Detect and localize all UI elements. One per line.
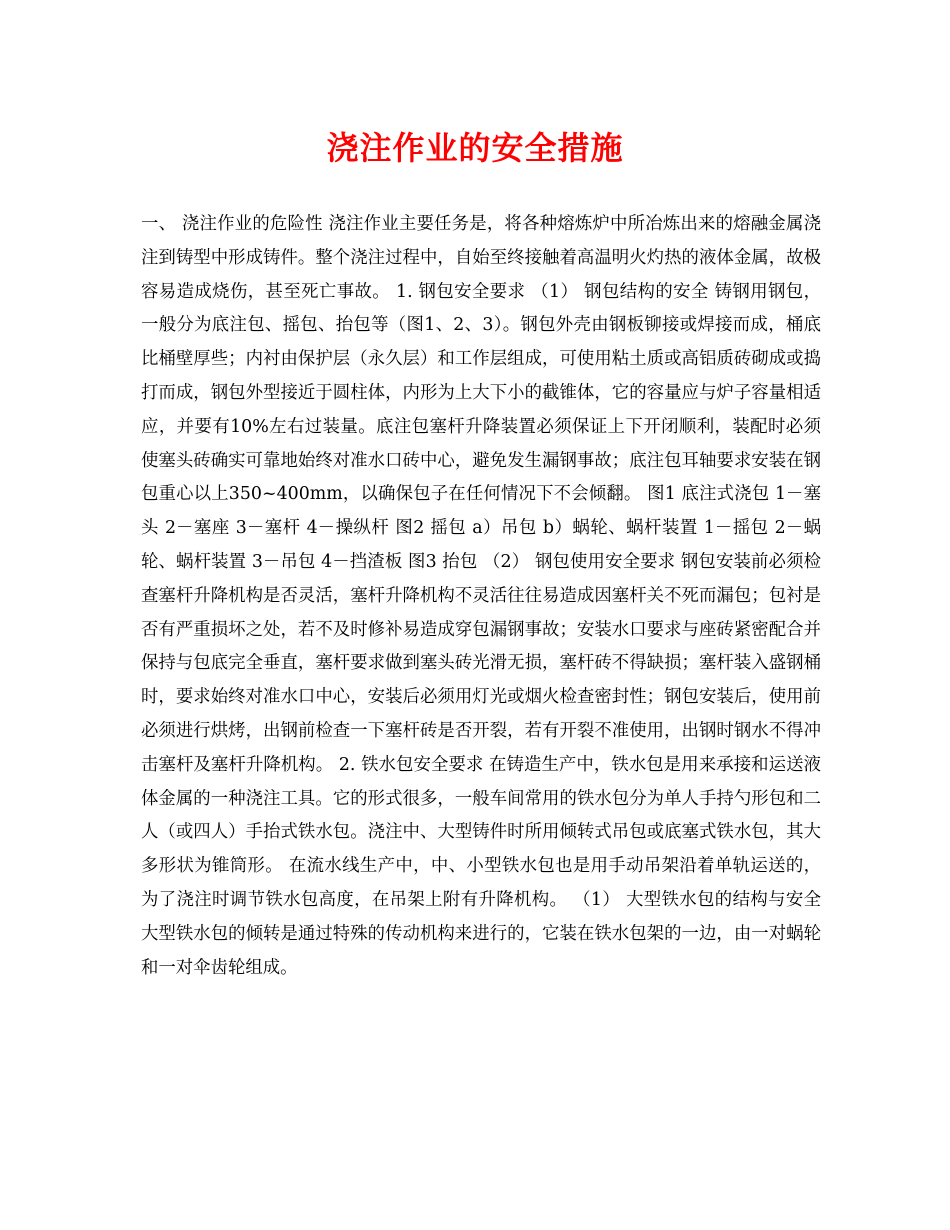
document-body-text: 一、 浇注作业的危险性 浇注作业主要任务是，将各种熔炼炉中所冶炼出来的熔融金属浇注到铸型中形成铸件。整个浇注过程中，自始至终接触着高温明火灼热的液体金属，故极容易造成烧伤，甚至死亡事故。 1. 钢包安全要求 （1） 钢包结构的安全 铸钢用钢包，一般分为底注包、摇包、抬包等（图1、2、3）。钢包外壳由钢板铆接或焊接而成，桶底比桶壁厚些；内衬由保护层（永久层）和工作层组成，可使用粘土质或高铝质砖砌成或捣打而成，钢包外型接近于圆柱体，内形为上大下小的截锥体，它的容量应与炉子容量相适应，并要有10%左右过装量。底注包塞杆升降装置必须保证上下开闭顺利，装配时必须使塞头砖确实可靠地始终对准水口砖中心，避免发生漏钢事故；底注包耳轴要求安装在钢包重心以上350~400mm，以确保包子在任何情况下不会倾翻。 图1 底注式浇包 1－塞头 2－塞座 3－塞杆 4－操纵杆 图2 摇包 a）吊包 b）蜗轮、蜗杆装置 1－摇包 2－蜗轮、蜗杆装置 3－吊包 4－挡渣板 图3 抬包 （2） 钢包使用安全要求 钢包安装前必须检查塞杆升降机构是否灵活，塞杆升降机构不灵活往往易造成因塞杆关不死而漏包；包衬是否有严重损坏之处，若不及时修补易造成穿包漏钢事故；安装水口要求与座砖紧密配合并保持与包底完全垂直，塞杆要求做到塞头砖光滑无损，塞杆砖不得缺损；塞杆装入盛钢桶时，要求始终对准水口中心，安装后必须用灯光或烟火检查密封性；钢包安装后，使用前必须进行烘烤，出钢前检查一下塞杆砖是否开裂，若有开裂不准使用，出钢时钢水不得冲击塞杆及塞杆升降机构。 2. 铁水包安全要求 在铸造生产中，铁水包是用来承接和运送液体金属的一种浇注工具。它的形式很多，一般车间常用的铁水包分为单人手持勺形包和二人（或四人）手抬式铁水包。浇注中、大型铸件时所用倾转式吊包或底塞式铁水包，其大多形状为锥筒形。 在流水线生产中，中、小型铁水包也是用手动吊架沿着单轨运送的，为了浇注时调节铁水包高度，在吊架上附有升降机构。 （1） 大型铁水包的结构与安全 大型铁水包的倾转是通过特殊的传动机构来进行的，它装在铁水包架的一边，由一对蜗轮和一对伞齿轮组成。 xyxy=(141,214,821,978)
document-title: 浇注作业的安全措施 xyxy=(326,129,624,167)
